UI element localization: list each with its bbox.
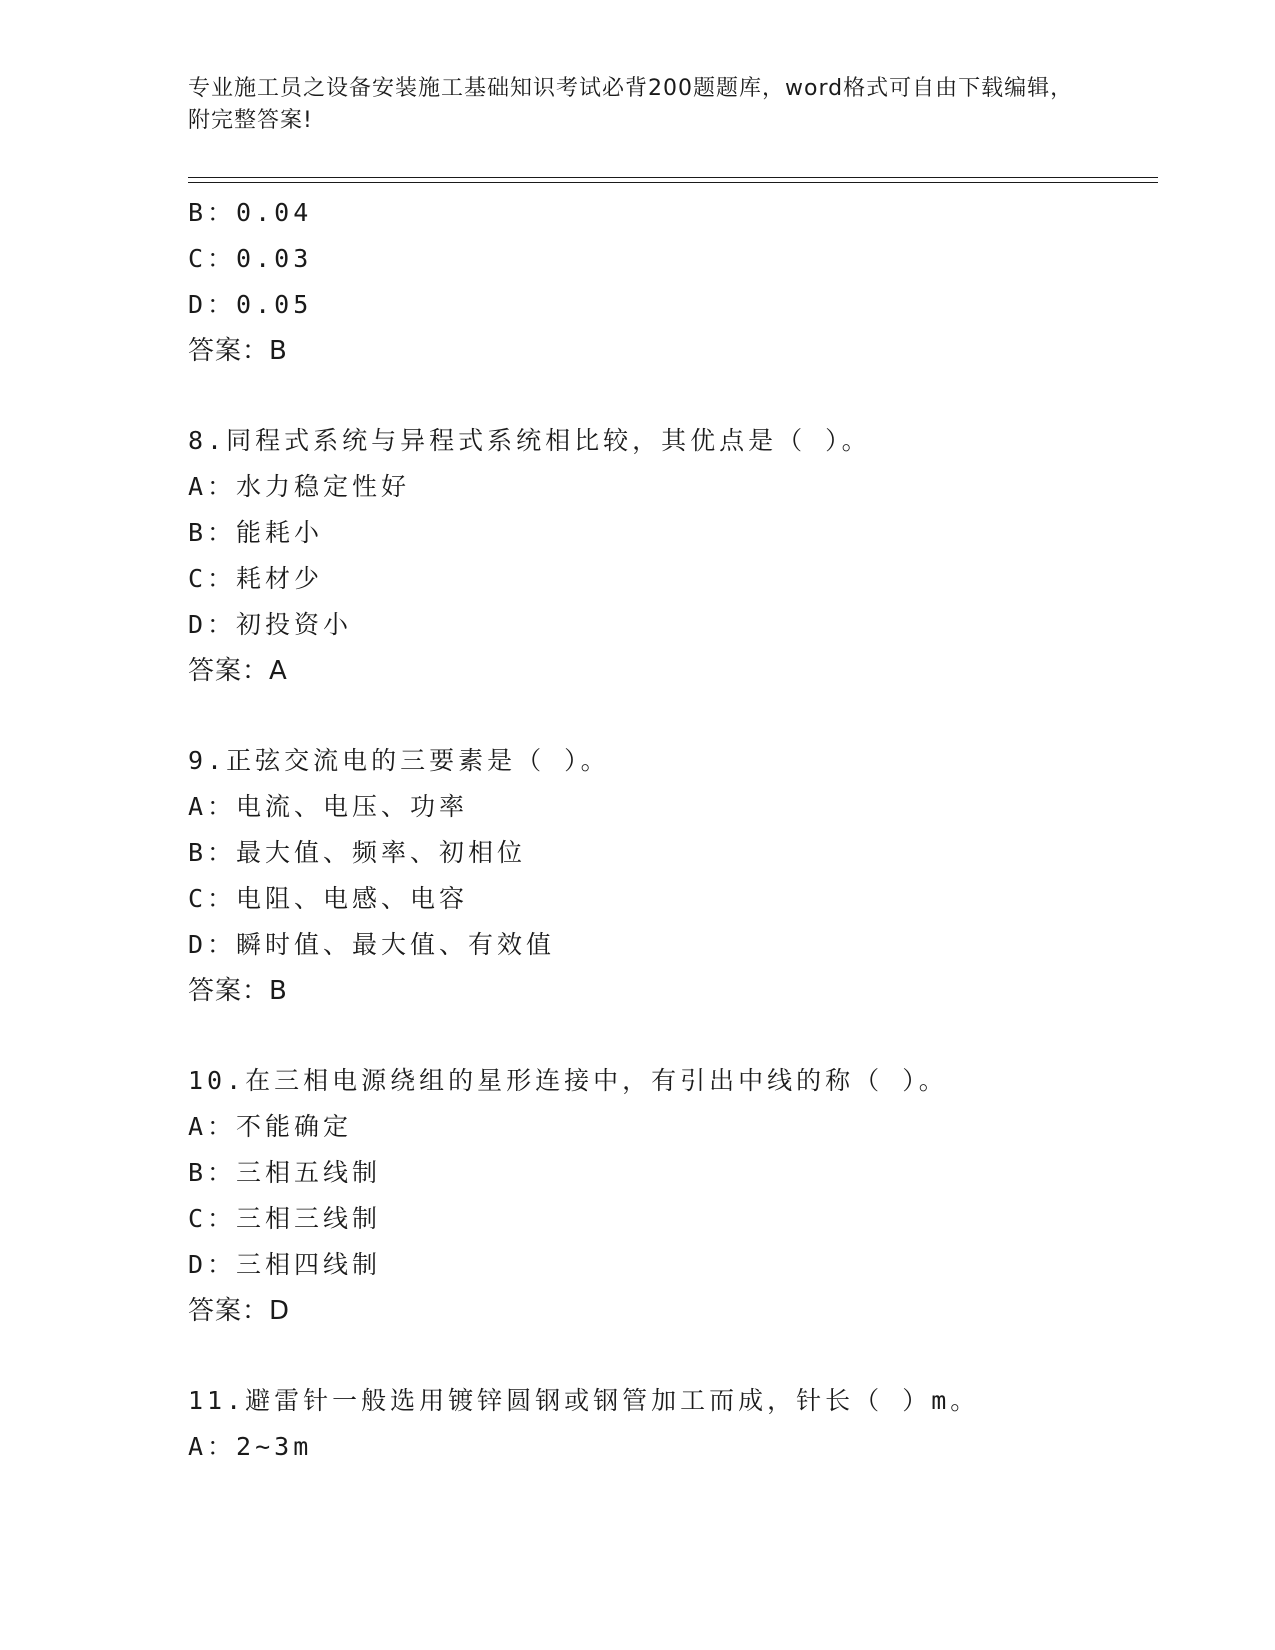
- spacer: [188, 374, 1158, 418]
- header-divider-top: [188, 177, 1158, 178]
- answer: 答案：D: [188, 1296, 291, 1326]
- option-b: B：最大值、频率、初相位: [188, 838, 527, 867]
- answer: 答案：B: [188, 976, 288, 1006]
- option-d: D：初投资小: [188, 610, 353, 639]
- question-stem: 8.同程式系统与异程式系统相比较，其优点是（ ）。: [188, 426, 871, 455]
- question-11: [188, 1378, 1158, 1470]
- option-c: C：耗材少: [188, 564, 324, 593]
- option-a: A：电流、电压、功率: [188, 792, 469, 821]
- option-c: C：三相三线制: [188, 1204, 382, 1233]
- question-10: [188, 1058, 1158, 1334]
- option-b: B：0.04: [188, 198, 313, 227]
- question-stem: 10.在三相电源绕组的星形连接中，有引出中线的称（ ）。: [188, 1066, 948, 1095]
- document-header: 专业施工员之设备安装施工基础知识考试必背200题题库，word格式可自由下载编辑，附完整答案!: [188, 76, 1074, 133]
- option-b: B：三相五线制: [188, 1158, 382, 1187]
- answer: 答案：A: [188, 656, 288, 686]
- option-a: A：2~3m: [188, 1432, 313, 1461]
- option-d: D：0.05: [188, 290, 313, 319]
- answer: 答案：B: [188, 336, 288, 366]
- question-stem: 11.避雷针一般选用镀锌圆钢或钢管加工而成，针长（ ）m。: [188, 1386, 980, 1415]
- spacer: [188, 1014, 1158, 1058]
- option-c: C：电阻、电感、电容: [188, 884, 469, 913]
- option-a: A：水力稳定性好: [188, 472, 411, 501]
- spacer: [188, 694, 1158, 738]
- spacer: [188, 1334, 1158, 1378]
- question-8: [188, 418, 1158, 694]
- question-stem: 9.正弦交流电的三要素是（ ）。: [188, 746, 610, 775]
- option-a: A：不能确定: [188, 1112, 353, 1141]
- option-c: C：0.03: [188, 244, 313, 273]
- question-list: [188, 190, 1158, 1470]
- header-divider-bottom: [188, 182, 1158, 183]
- question-continued: [188, 190, 1158, 374]
- option-b: B：能耗小: [188, 518, 324, 547]
- question-9: [188, 738, 1158, 1014]
- option-d: D：瞬时值、最大值、有效值: [188, 930, 556, 959]
- option-d: D：三相四线制: [188, 1250, 382, 1279]
